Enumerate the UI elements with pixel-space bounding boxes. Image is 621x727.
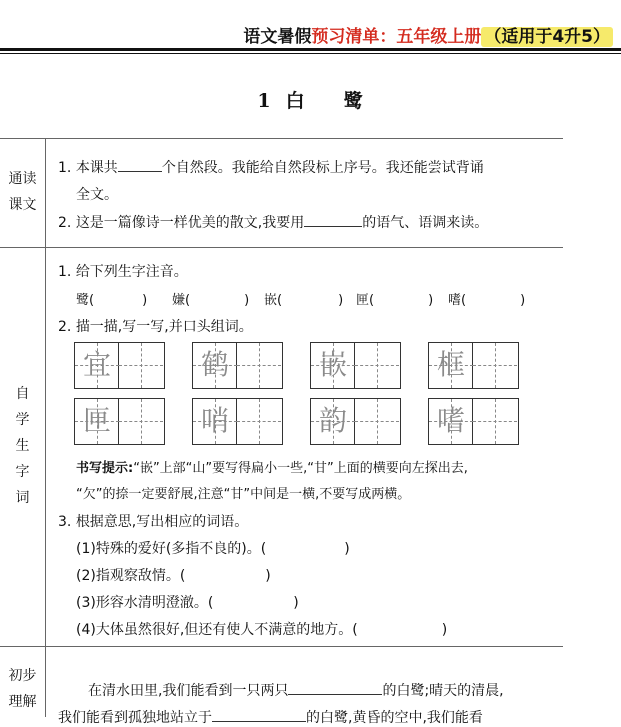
read-q2-text-a: 这是一篇像诗一样优美的散文,我要用 bbox=[75, 215, 305, 231]
self-study-label-4: 字 bbox=[15, 464, 30, 480]
lesson-char-2: 鹭 bbox=[343, 90, 364, 112]
trace-box[interactable] bbox=[310, 342, 401, 389]
read-q1-line1 bbox=[58, 157, 484, 177]
q3-item-3[interactable] bbox=[76, 592, 299, 612]
understand-label-1: 初步 bbox=[8, 668, 37, 684]
paren-open: ( bbox=[277, 293, 283, 308]
trace-char: 哨 bbox=[200, 404, 229, 437]
pinyin-char: 嗜 bbox=[448, 293, 462, 308]
paren-open: ( bbox=[185, 293, 191, 308]
trace-box[interactable] bbox=[192, 398, 283, 445]
paren-open: ( bbox=[369, 293, 375, 308]
pinyin-char: 嫌 bbox=[172, 293, 186, 308]
q3-item-close: ) bbox=[293, 595, 299, 611]
understand-blank-2[interactable] bbox=[212, 707, 306, 722]
section-label-understand bbox=[0, 663, 45, 715]
self-q1 bbox=[58, 261, 188, 281]
read-q1-text-a: 本课共 bbox=[75, 160, 118, 176]
pinyin-item-4[interactable] bbox=[356, 289, 433, 308]
header-grade: 预习清单：五年级上册 bbox=[311, 27, 482, 47]
writing-tip-line2: “欠”的捺一定要舒展,注意“甘”中间是一横,不要写成两横。 bbox=[76, 487, 411, 502]
read-q1-line2: 全文。 bbox=[76, 187, 118, 203]
self-q1-text: 给下列生字注音。 bbox=[75, 264, 188, 280]
understand-label-2: 理解 bbox=[8, 694, 37, 710]
pinyin-char: 匣 bbox=[356, 293, 370, 308]
section-label-read-2: 课文 bbox=[8, 197, 37, 213]
self-study-label-3: 生 bbox=[15, 438, 30, 454]
pinyin-char: 鹭 bbox=[76, 293, 90, 308]
header-rule-thin bbox=[0, 53, 621, 54]
understand-blank-1[interactable] bbox=[288, 680, 382, 695]
read-q2 bbox=[58, 212, 488, 232]
q3-item-close: ) bbox=[265, 568, 271, 584]
paren-close: ) bbox=[244, 293, 250, 308]
table-rule-2 bbox=[0, 646, 563, 647]
understand-line2 bbox=[58, 707, 483, 727]
understand-line1 bbox=[88, 680, 504, 700]
paren-close: ) bbox=[142, 293, 148, 308]
header-rule bbox=[0, 48, 621, 51]
self-q2 bbox=[58, 316, 253, 336]
trace-box[interactable] bbox=[74, 398, 165, 445]
trace-char: 宜 bbox=[82, 348, 111, 381]
pinyin-item-2[interactable] bbox=[172, 289, 249, 308]
writing-tip-line1 bbox=[76, 457, 468, 476]
table-rule-1 bbox=[0, 247, 563, 248]
read-q2-text-b: 的语气、语调来读。 bbox=[362, 215, 489, 231]
pinyin-item-5[interactable] bbox=[448, 289, 525, 308]
understand-text-2a: 我们能看到孤独地站立于 bbox=[58, 710, 212, 726]
table-divider bbox=[45, 138, 46, 717]
read-q1-num: 1. bbox=[58, 160, 72, 176]
q3-item-1[interactable] bbox=[76, 538, 350, 558]
self-q2-num: 2. bbox=[58, 319, 72, 335]
read-q2-num: 2. bbox=[58, 215, 72, 231]
paren-open: ( bbox=[89, 293, 95, 308]
self-q3 bbox=[58, 511, 248, 531]
pinyin-char: 嵌 bbox=[264, 293, 278, 308]
trace-box[interactable] bbox=[428, 342, 519, 389]
q3-item-text: (4)大体虽然很好,但还有使人不满意的地方。( bbox=[76, 622, 358, 638]
q3-item-text: (1)特殊的爱好(多指不良的)。( bbox=[76, 541, 267, 557]
paren-open: ( bbox=[461, 293, 467, 308]
trace-box[interactable] bbox=[74, 342, 165, 389]
read-q1-blank[interactable] bbox=[118, 157, 162, 172]
understand-text-2b: 的白鹭,黄昏的空中,我们能看 bbox=[306, 710, 483, 726]
q3-item-2[interactable] bbox=[76, 565, 271, 585]
q3-item-text: (3)形容水清明澄澈。( bbox=[76, 595, 214, 611]
q3-item-close: ) bbox=[344, 541, 350, 557]
self-q3-num: 3. bbox=[58, 514, 72, 530]
section-label-read bbox=[0, 166, 45, 218]
q3-item-text: (2)指观察敌情。( bbox=[76, 568, 186, 584]
header-title bbox=[243, 22, 613, 47]
self-study-label-5: 词 bbox=[15, 490, 30, 506]
read-q2-blank[interactable] bbox=[304, 212, 362, 227]
writing-tip-label: 书写提示: bbox=[76, 461, 134, 476]
pinyin-item-3[interactable] bbox=[264, 289, 343, 308]
trace-char: 鹤 bbox=[200, 348, 229, 381]
read-q1-text-b: 个自然段。我能给自然段标上序号。我还能尝试背诵 bbox=[161, 160, 484, 176]
lesson-number: 1 bbox=[257, 90, 272, 112]
self-q3-text: 根据意思,写出相应的词语。 bbox=[75, 514, 249, 530]
trace-box[interactable] bbox=[310, 398, 401, 445]
page-header bbox=[0, 0, 621, 52]
q3-item-close: ) bbox=[441, 622, 448, 638]
pinyin-item-1[interactable] bbox=[76, 289, 147, 308]
trace-box[interactable] bbox=[428, 398, 519, 445]
self-q1-num: 1. bbox=[58, 264, 72, 280]
paren-close: ) bbox=[428, 293, 434, 308]
header-subject: 语文暑假 bbox=[243, 27, 312, 47]
trace-char: 嵌 bbox=[318, 348, 347, 381]
lesson-char-1: 白 bbox=[285, 90, 306, 112]
self-study-label-1: 自 bbox=[15, 386, 30, 402]
understand-text-1a: 在清水田里,我们能看到一只两只 bbox=[88, 683, 289, 699]
self-q2-text: 描一描,写一写,并口头组词。 bbox=[75, 319, 253, 335]
paren-close: ) bbox=[338, 293, 344, 308]
section-label-self-study bbox=[0, 381, 45, 511]
trace-char: 嗜 bbox=[436, 404, 465, 437]
table-rule-top bbox=[0, 138, 563, 139]
section-label-read-1: 通读 bbox=[8, 171, 37, 187]
understand-text-1b: 的白鹭;晴天的清晨, bbox=[382, 683, 504, 699]
trace-box[interactable] bbox=[192, 342, 283, 389]
trace-char: 框 bbox=[436, 348, 465, 381]
header-badge: （适用于4升5） bbox=[481, 27, 613, 47]
writing-tip-text-1: “嵌”上部“山”要写得扁小一些,“甘”上面的横要向左探出去, bbox=[133, 461, 468, 476]
trace-char: 匣 bbox=[82, 404, 111, 437]
self-study-label-2: 学 bbox=[15, 412, 30, 428]
trace-char: 韵 bbox=[318, 404, 347, 437]
q3-item-4[interactable] bbox=[76, 619, 447, 639]
paren-close: ) bbox=[520, 293, 526, 308]
lesson-title bbox=[0, 86, 621, 113]
